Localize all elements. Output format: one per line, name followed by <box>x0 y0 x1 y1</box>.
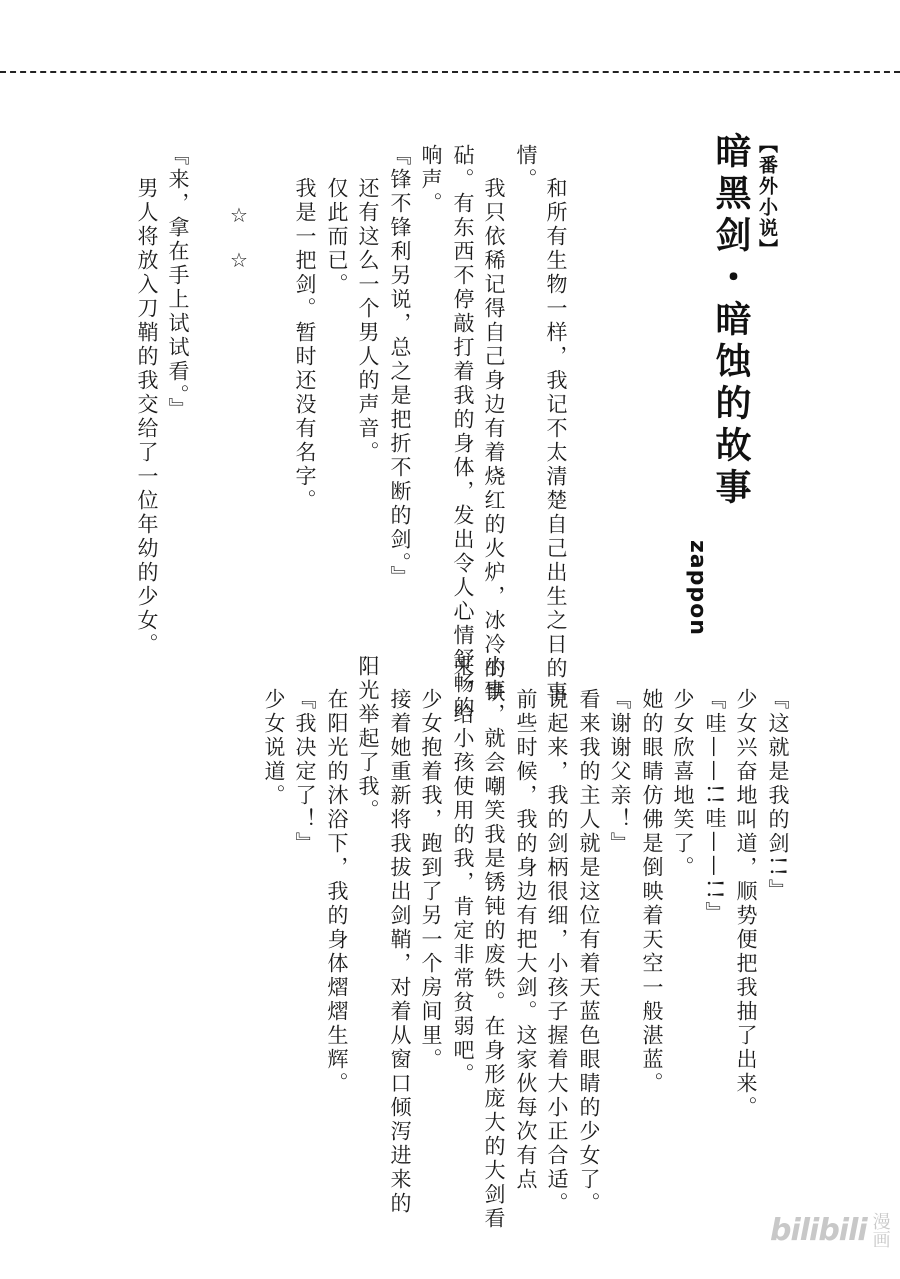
upper-text-column: 『来，拿在手上试试看。』 <box>166 144 190 422</box>
upper-text-column: 我只依稀记得自己身边有着烧红的火炉，冰冷的铁 <box>482 177 506 705</box>
lower-text-column: 『谢谢父亲！』 <box>608 688 632 856</box>
upper-text-column: 仅此而已。 <box>325 177 349 297</box>
upper-text-column: 『锋不锋利另说，总之是把折不断的剑。』 <box>388 144 412 590</box>
story-title: 暗黑剑・暗蚀的故事 <box>710 132 751 510</box>
lower-text-column: 少女说道。 <box>262 688 286 808</box>
lower-text-column: 看来我的主人就是这位有着天蓝色眼睛的少女了。 <box>577 688 601 1216</box>
lower-text-column: 前些时候，我的身边有把大剑。这家伙每次有点 <box>514 688 538 1192</box>
section-separator <box>228 205 268 275</box>
upper-text-column: 男人将放入刀鞘的我交给了一位年幼的少女。 <box>135 177 159 657</box>
lower-text-column: 在阳光的沐浴下，我的身体熠熠生辉。 <box>325 688 349 1096</box>
bilibili-logo: bilibili <box>770 1212 867 1248</box>
lower-text-column: 她的眼睛仿佛是倒映着天空一般湛蓝。 <box>640 688 664 1096</box>
lower-text-column: 说起来，我的剑柄很细，小孩子握着大小正合适。 <box>545 688 569 1216</box>
star-icon: ☆ <box>230 248 248 272</box>
lower-text-column: 少女兴奋地叫道，顺势便把我抽了出来。 <box>734 688 758 1120</box>
upper-text-column: 和所有生物一样，我记不太清楚自己出生之日的事 <box>544 177 568 705</box>
author-name: zappon <box>685 540 710 636</box>
extra-novel-badge: 【番外小说】 <box>756 134 778 260</box>
upper-text-column: 响声。 <box>419 144 443 216</box>
lower-text-column: 接着她重新将我拔出剑鞘，对着从窗口倾泻进来的 <box>388 688 412 1216</box>
lower-text-column: 小事，就会嘲笑我是锈钝的废铁。在身形庞大的大剑看 <box>482 655 506 1231</box>
lower-text-column: 『我决定了！』 <box>293 688 317 856</box>
upper-text-column: 还有这么一个男人的声音。 <box>356 177 380 465</box>
bilibili-watermark <box>770 1195 890 1265</box>
lower-text-column: 少女欣喜地笑了。 <box>671 688 695 880</box>
lower-text-column: 『这就是我的剑!!』 <box>766 688 790 903</box>
upper-text-column: 情。 <box>514 144 538 192</box>
star-icon: ☆ <box>230 203 248 227</box>
upper-text-column: 砧。有东西不停敲打着我的身体，发出令人心情舒畅的 <box>451 144 475 720</box>
upper-text-column: 我是一把剑。暂时还没有名字。 <box>293 177 317 513</box>
top-dashed-divider <box>0 71 900 73</box>
lower-text-column: 『哇——!!哇——!!』 <box>703 688 727 926</box>
lower-text-column: 阳光举起了我。 <box>356 655 380 823</box>
lower-text-column: 少女抱着我，跑到了另一个房间里。 <box>419 688 443 1072</box>
manga-label: 漫画 <box>869 1212 891 1248</box>
lower-text-column: 来，给小孩使用的我，肯定非常贫弱吧。 <box>451 655 475 1087</box>
